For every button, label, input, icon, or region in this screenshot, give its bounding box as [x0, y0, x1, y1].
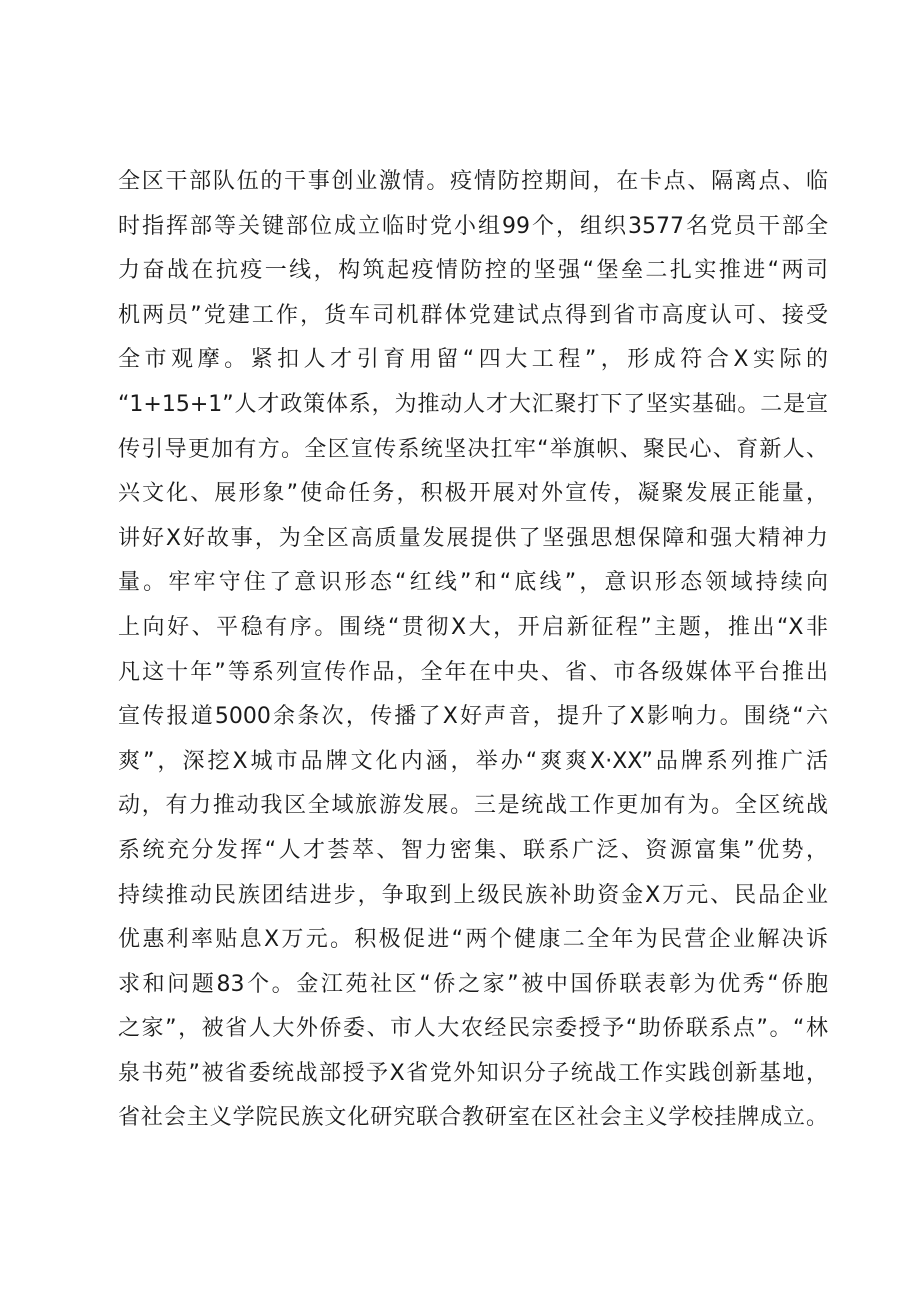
text-line: 省社会主义学院民族文化研究联合教研室在区社会主义学校挂牌成立。 [118, 1105, 828, 1131]
text-line: 兴文化、展形象”使命任务，积极开展对外宣传，凝聚发展正能量， [118, 481, 828, 507]
text-line: 优惠利率贴息X万元。积极促进“两个健康二全年为民营企业解决诉 [118, 927, 828, 953]
text-line: 泉书苑”被省委统战部授予X省党外知识分子统战工作实践创新基地， [118, 1060, 828, 1086]
text-line: 机两员”党建工作，货车司机群体党建试点得到省市高度认可、接受 [118, 302, 828, 328]
text-line: 爽”，深挖X城市品牌文化内涵，举办“爽爽X·XX”品牌系列推广活 [118, 748, 828, 774]
text-line: 宣传报道5000余条次，传播了X好声音，提升了X影响力。围绕“六 [118, 704, 828, 730]
body-paragraph [118, 160, 828, 1141]
text-line: 动，有力推动我区全域旅游发展。三是统战工作更加有为。全区统战 [118, 793, 828, 819]
text-line: 讲好X好故事，为全区高质量发展提供了坚强思想保障和强大精神力 [118, 525, 828, 551]
text-line: 凡这十年”等系列宣传作品，全年在中央、省、市各级媒体平台推出 [118, 659, 828, 685]
text-line: 传引导更加有方。全区宣传系统坚决扛牢“举旗帜、聚民心、育新人、 [118, 436, 828, 462]
text-line: 力奋战在抗疫一线，构筑起疫情防控的坚强“堡垒二扎实推进“两司 [118, 258, 828, 284]
text-line: “1+15+1”人才政策体系，为推动人才大汇聚打下了坚实基础。二是宣 [118, 391, 828, 417]
text-line: 持续推动民族团结进步，争取到上级民族补助资金X万元、民品企业 [118, 882, 828, 908]
text-line: 之家”，被省人大外侨委、市人大农经民宗委授予“助侨联系点”。“林 [118, 1016, 828, 1042]
text-line: 求和问题83个。金江苑社区“侨之家”被中国侨联表彰为优秀“侨胞 [118, 971, 828, 997]
text-line: 全市观摩。紧扣人才引育用留“四大工程”，形成符合X实际的 [118, 347, 828, 373]
text-line: 量。牢牢守住了意识形态“红线”和“底线”，意识形态领域持续向 [118, 570, 828, 596]
text-line: 系统充分发挥“人才荟萃、智力密集、联系广泛、资源富集”优势， [118, 837, 828, 863]
text-line: 时指挥部等关键部位成立临时党小组99个，组织3577名党员干部全 [118, 213, 828, 239]
text-line: 全区干部队伍的干事创业激情。疫情防控期间，在卡点、隔离点、临 [118, 169, 828, 194]
text-line: 上向好、平稳有序。围绕“贯彻X大，开启新征程”主题，推出“X非 [118, 614, 828, 640]
